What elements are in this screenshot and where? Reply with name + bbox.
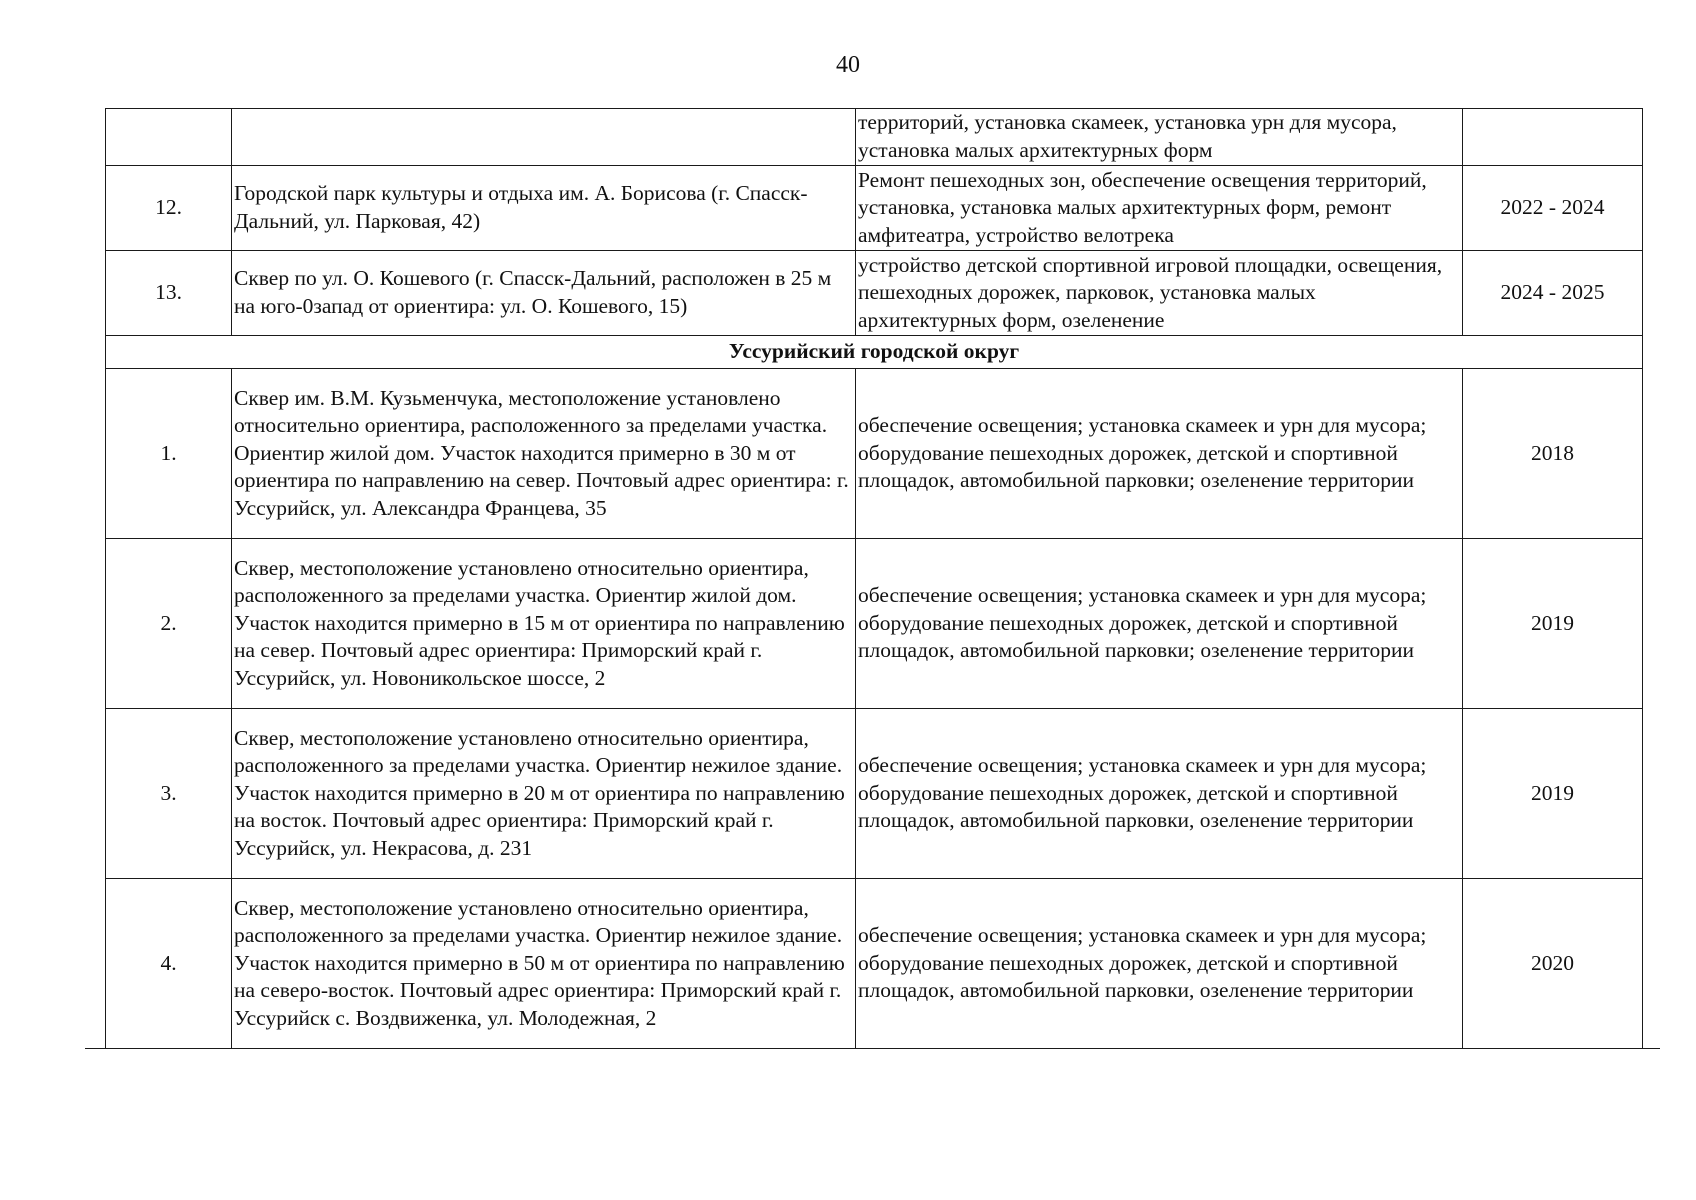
works-cell: устройство детской спортивной игровой площадки, освещения, пешеходных дорожек, парковок, установка малых архитектурных форм, озеленение bbox=[856, 251, 1463, 336]
location-cell: Сквер, местоположение установлено относительно ориентира, расположенного за пределами участка. Ориентир жилой дом. Участок находится примерно в 15 м от ориентира по направлению на север. Почтовый адрес ориентира: Приморский край г. Уссурийск, ул. Новоникольское шоссе, 2 bbox=[232, 539, 856, 709]
table-row bbox=[106, 166, 1643, 251]
years-cell: 2022 - 2024 bbox=[1463, 166, 1643, 251]
table-row bbox=[106, 369, 1643, 539]
row-number: 2. bbox=[106, 539, 232, 709]
years-cell: 2018 bbox=[1463, 369, 1643, 539]
row-number bbox=[106, 109, 232, 166]
years-cell: 2024 - 2025 bbox=[1463, 251, 1643, 336]
works-cell: обеспечение освещения; установка скамеек и урн для мусора; оборудование пешеходных дорожек, детской и спортивной площадок, автомобильной парковки; озеленение территории bbox=[856, 539, 1463, 709]
bottom-rule bbox=[85, 1048, 1660, 1049]
works-cell: Ремонт пешеходных зон, обеспечение освещения территорий, установка, установка малых архитектурных форм, ремонт амфитеатра, устройство велотрека bbox=[856, 166, 1463, 251]
table-row bbox=[106, 251, 1643, 336]
table-row bbox=[106, 879, 1643, 1049]
location-cell: Городской парк культуры и отдыха им. А. Борисова (г. Спасск-Дальний, ул. Парковая, 42) bbox=[232, 166, 856, 251]
row-number: 4. bbox=[106, 879, 232, 1049]
location-cell bbox=[232, 109, 856, 166]
row-number: 3. bbox=[106, 709, 232, 879]
location-cell: Сквер им. В.М. Кузьменчука, местоположение установлено относительно ориентира, расположенного за пределами участка. Ориентир жилой дом. Участок находится примерно в 30 м от ориентира по направлению на север. Почтовый адрес ориентира: г. Уссурийск, ул. Александра Францева, 35 bbox=[232, 369, 856, 539]
location-cell: Сквер, местоположение установлено относительно ориентира, расположенного за пределами участка. Ориентир нежилое здание. Участок находится примерно в 50 м от ориентира по направлению на северо-восток. Почтовый адрес ориентира: Приморский край г. Уссурийск с. Воздвиженка, ул. Молодежная, 2 bbox=[232, 879, 856, 1049]
location-cell: Сквер, местоположение установлено относительно ориентира, расположенного за пределами участка. Ориентир нежилое здание. Участок находится примерно в 20 м от ориентира по направлению на восток. Почтовый адрес ориентира: Приморский край г. Уссурийск, ул. Некрасова, д. 231 bbox=[232, 709, 856, 879]
section-header-row bbox=[106, 336, 1643, 369]
years-cell: 2019 bbox=[1463, 709, 1643, 879]
years-cell: 2020 bbox=[1463, 879, 1643, 1049]
section-title: Уссурийский городской округ bbox=[106, 336, 1643, 369]
table-row bbox=[106, 709, 1643, 879]
page-number: 40 bbox=[836, 52, 860, 78]
table-row bbox=[106, 109, 1643, 166]
years-cell bbox=[1463, 109, 1643, 166]
row-number: 1. bbox=[106, 369, 232, 539]
row-number: 12. bbox=[106, 166, 232, 251]
works-cell: обеспечение освещения; установка скамеек и урн для мусора; оборудование пешеходных дорожек, детской и спортивной площадок, автомобильной парковки, озеленение территории bbox=[856, 879, 1463, 1049]
row-number: 13. bbox=[106, 251, 232, 336]
works-cell: обеспечение освещения; установка скамеек и урн для мусора; оборудование пешеходных дорожек, детской и спортивной площадок, автомобильной парковки; озеленение территории bbox=[856, 369, 1463, 539]
works-cell: территорий, установка скамеек, установка урн для мусора, установка малых архитектурных форм bbox=[856, 109, 1463, 166]
years-cell: 2019 bbox=[1463, 539, 1643, 709]
location-cell: Сквер по ул. О. Кошевого (г. Спасск-Дальний, расположен в 25 м на юго-0запад от ориентира: ул. О. Кошевого, 15) bbox=[232, 251, 856, 336]
works-cell: обеспечение освещения; установка скамеек и урн для мусора; оборудование пешеходных дорожек, детской и спортивной площадок, автомобильной парковки, озеленение территории bbox=[856, 709, 1463, 879]
improvement-table bbox=[105, 108, 1643, 1049]
table-row bbox=[106, 539, 1643, 709]
